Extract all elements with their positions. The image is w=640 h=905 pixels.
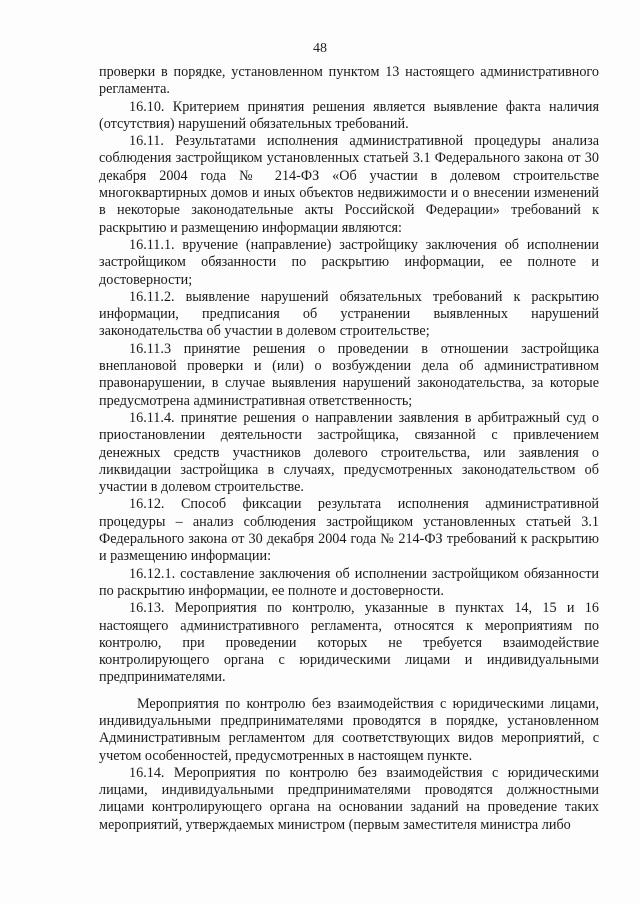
paragraph-16-11-1: 16.11.1. вручение (направление) застройщику заключения об исполнении застройщиком обязанности по раскрытию информации, ее полноте и достоверности; — [99, 236, 599, 288]
paragraph-16-12-1: 16.12.1. составление заключения об исполнении застройщиком обязанности по раскрытию информации, ее полноте и достоверности. — [99, 565, 599, 599]
paragraph-16-11-2: 16.11.2. выявление нарушений обязательных требований к раскрытию информации, предписания об устранении выявленных нарушений законодательства об участии в долевом строительстве; — [99, 288, 599, 340]
paragraph-16-11-4: 16.11.4. принятие решения о направлении заявления в арбитражный суд о приостановлении деятельности застройщика, связанной с привлечением денежных средств участников долевого строительства, или заявления о ликвидации застройщика в случаях, предусмотренных законодательством об участии в долевом строительстве. — [99, 409, 599, 496]
paragraph-16-14: 16.14. Мероприятия по контролю без взаимодействия с юридическими лицами, индивидуальными предпринимателями проводятся должностными лицами контролирующего органа на основании заданий на проведение таких мероприятий, утверждаемых министром (первым заместителя министра либо — [99, 764, 599, 833]
document-body — [99, 64, 599, 834]
paragraph-16-10: 16.10. Критерием принятия решения является выявление факта наличия (отсутствия) нарушений обязательных требований. — [99, 98, 599, 132]
paragraph-16-13: 16.13. Мероприятия по контролю, указанные в пунктах 14, 15 и 16 настоящего административного регламента, относятся к мероприятиям по контролю, при проведении которых не требуется взаимодействие контролирующего органа с юридическими лицами и индивидуальными предпринимателями. — [99, 600, 599, 686]
paragraph-16-11-3: 16.11.3 принятие решения о проведении в отношении застройщика внеплановой проверки и (или) о возбуждении дела об административном правонарушении, в случае выявления нарушений законодательства, за которые предусмотрена административная ответственность; — [99, 340, 599, 409]
paragraph-16-12: 16.12. Способ фиксации результата исполнения административной процедуры – анализ соблюдения застройщиком установленных статьей 3.1 Федерального закона от 30 декабря 2004 года № 214-ФЗ требований к раскрытию и размещению информации: — [99, 496, 599, 565]
paragraph-continuation: проверки в порядке, установленном пунктом 13 настоящего административного регламента. — [99, 64, 599, 98]
page-number: 48 — [313, 41, 327, 56]
paragraph-control-without-interaction: Мероприятия по контролю без взаимодействия с юридическими лицами, индивидуальными предпринимателями проводятся в порядке, установленном Административным регламентом для соответствующих видов мероприятий, с учетом особенностей, предусмотренных в настоящем пункте. — [99, 695, 599, 764]
paragraph-16-11: 16.11. Результатами исполнения административной процедуры анализа соблюдения застройщиком установленных статьей 3.1 Федерального закона от 30 декабря 2004 года № 214-ФЗ «Об участии в долевом строительстве многоквартирных домов и иных объектов недвижимости и о внесении изменений в некоторые законодательные акты Российской Федерации» требований к раскрытию и размещению информации являются: — [99, 133, 599, 236]
